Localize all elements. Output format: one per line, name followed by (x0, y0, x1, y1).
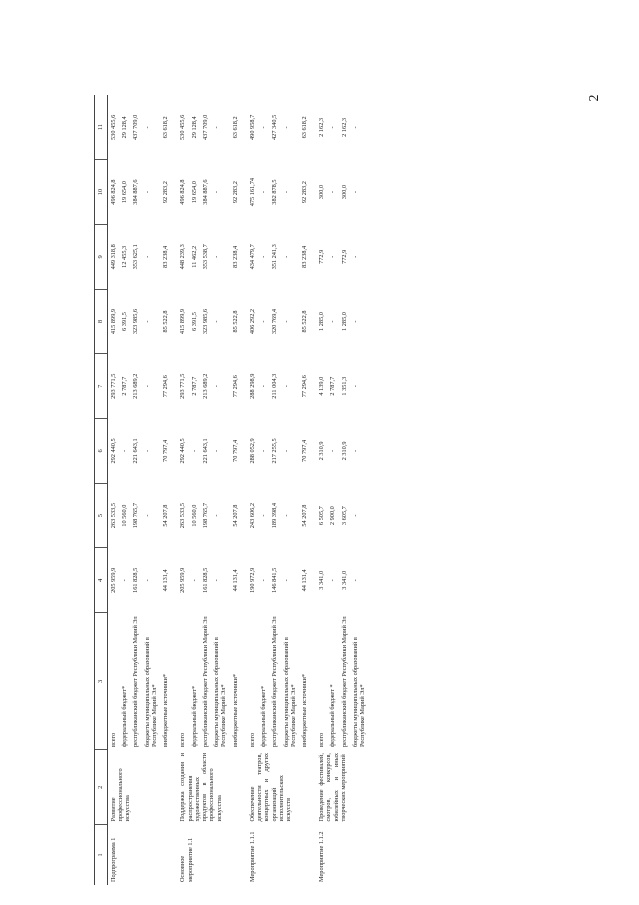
funding-source: внебюджетные источники* (231, 673, 239, 747)
amount-cell: 243 606,2 (248, 503, 256, 529)
amount-cell: 44 131,4 (231, 569, 239, 592)
amount-cell: - (329, 126, 337, 129)
amount-cell: 384 887,6 (201, 179, 209, 205)
amount-cell: - (213, 191, 221, 194)
amount-cell: 382 878,5 (271, 179, 279, 205)
amount-cell: 351 241,3 (271, 244, 279, 270)
amount-cell: 10 560,0 (190, 504, 198, 527)
amount-cell: 70 797,4 (231, 439, 239, 462)
amount-cell: - (282, 191, 290, 194)
amount-cell: - (351, 449, 359, 452)
amount-cell: 54 207,8 (231, 504, 239, 527)
amount-cell: 293 771,5 (110, 373, 117, 399)
amount-cell: 772,9 (318, 249, 326, 264)
amount-cell: 2 787,7 (190, 376, 198, 396)
amount-cell: - (143, 385, 151, 388)
funding-source: республиканский бюджет Республики Марий Эл (340, 616, 348, 747)
amount-cell: - (282, 579, 290, 582)
amount-cell: 3 341,0 (318, 570, 326, 590)
amount-cell: - (190, 449, 198, 452)
amount-cell: - (190, 579, 198, 582)
amount-cell: 353 625,1 (132, 244, 140, 270)
amount-cell: 300,0 (318, 185, 326, 200)
amount-cell: 437 709,0 (132, 114, 140, 140)
amount-cell: - (121, 579, 129, 582)
funding-source: внебюджетные источники* (162, 673, 170, 747)
amount-cell: - (213, 579, 221, 582)
amount-cell: 496 824,8 (179, 179, 187, 205)
amount-cell: - (213, 320, 221, 323)
amount-cell: 190 972,9 (248, 567, 256, 593)
amount-cell: 323 985,6 (201, 308, 209, 335)
amount-cell: - (143, 579, 151, 582)
amount-cell: 221 643,1 (132, 438, 140, 464)
amount-cell: 29 128,4 (190, 116, 198, 139)
amount-cell: - (143, 449, 151, 452)
column-header: 8 (95, 289, 108, 354)
amount-cell: 475 161,74 (248, 177, 256, 207)
amount-cell: 6 505,7 (318, 506, 326, 526)
amount-cell: - (260, 385, 268, 388)
amount-cell: 415 899,9 (179, 308, 187, 335)
amount-cell: - (351, 320, 359, 323)
amount-cell: 490 958,7 (248, 114, 256, 140)
amount-cell: 772,9 (340, 249, 348, 264)
amount-cell: 263 533,5 (110, 503, 117, 529)
amount-cell: 2 162,3 (340, 117, 348, 137)
table-body (108, 95, 369, 885)
funding-source: всего (248, 732, 256, 747)
amount-cell: 19 654,0 (190, 181, 198, 204)
amount-cell: 213 689,2 (132, 373, 140, 399)
amount-cell: - (282, 514, 290, 517)
funding-source: бюджеты муниципальных образований в Республике Марий Эл* (143, 637, 158, 747)
amount-cell: - (213, 126, 221, 129)
amount-cell: 211 004,3 (271, 373, 279, 399)
amount-cell: - (282, 449, 290, 452)
funding-source: внебюджетные источники* (300, 673, 308, 747)
funding-source: бюджеты муниципальных образований в Республике Марий Эл* (213, 637, 228, 747)
amount-cell: 2 900,0 (329, 506, 337, 526)
amount-cell: 198 765,7 (132, 503, 140, 529)
funding-source: федеральный бюджет * (329, 684, 337, 747)
program-code: Мероприятие 1.1.2 (318, 831, 326, 882)
funding-source: республиканский бюджет Республики Марий Эл (132, 616, 140, 747)
amount-cell: 83 238,4 (162, 245, 170, 268)
amount-cell: - (143, 126, 151, 129)
amount-cell: 288 052,9 (248, 438, 256, 464)
amount-cell: 70 797,4 (162, 439, 170, 462)
amount-cell: 437 709,0 (201, 114, 209, 140)
amount-cell: 449 318,8 (110, 244, 117, 270)
column-header: 6 (95, 419, 108, 484)
amount-cell: - (260, 126, 268, 129)
amount-cell: 2 787,7 (329, 376, 337, 396)
amount-cell: - (351, 385, 359, 388)
amount-cell: 54 207,8 (162, 504, 170, 527)
amount-cell: - (143, 255, 151, 258)
program-name: Развитие профессионального искусства (110, 768, 132, 822)
amount-cell: 300,0 (340, 185, 348, 200)
amount-cell: 44 131,4 (162, 569, 170, 592)
amount-cell: 406 292,2 (248, 308, 256, 335)
amount-cell: - (282, 320, 290, 323)
amount-cell: 530 455,6 (179, 114, 187, 140)
amount-cell: 12 455,3 (121, 245, 129, 268)
amount-cell: - (282, 126, 290, 129)
amount-cell: 63 618,2 (162, 116, 170, 139)
amount-cell: 63 618,2 (300, 116, 308, 139)
amount-cell: 85 522,8 (300, 310, 308, 333)
funding-source: республиканский бюджет Республики Марий Эл (271, 616, 279, 747)
amount-cell: 3 341,0 (340, 570, 348, 590)
amount-cell: 434 479,7 (248, 244, 256, 270)
amount-cell: - (143, 191, 151, 194)
amount-cell: 530 455,6 (110, 114, 117, 140)
amount-cell: 83 238,4 (300, 245, 308, 268)
amount-cell: 92 283,2 (162, 181, 170, 204)
funding-source: федеральный бюджет* (260, 685, 268, 747)
amount-cell: 2 310,9 (340, 441, 348, 461)
program-code: Основное мероприятие 1.1 (179, 837, 194, 882)
amount-cell: 54 207,8 (300, 504, 308, 527)
amount-cell: 3 605,7 (340, 506, 348, 526)
amount-cell: 6 391,5 (121, 312, 129, 331)
column-header: 3 (95, 613, 108, 750)
amount-cell: 189 398,4 (271, 503, 279, 529)
amount-cell: 161 828,5 (132, 567, 140, 593)
column-header: 1 (95, 824, 108, 885)
funding-source: всего (179, 732, 187, 747)
amount-cell: - (213, 449, 221, 452)
funding-source: бюджеты муниципальных образований в Республике Марий Эл* (351, 637, 367, 747)
amount-cell: 92 283,2 (300, 181, 308, 204)
funding-source: всего (110, 732, 117, 747)
amount-cell: 70 797,4 (300, 439, 308, 462)
amount-cell: - (260, 514, 268, 517)
program-name: Проведение фестивалей, смотров, конкурсов, юбилейных и иных творческих мероприятий (318, 753, 347, 822)
column-header: 9 (95, 224, 108, 289)
amount-cell: 1 285,0 (340, 312, 348, 331)
amount-cell: - (329, 449, 337, 452)
amount-cell: 496 824,8 (110, 179, 117, 205)
amount-cell: - (329, 191, 337, 194)
amount-cell: 77 294,6 (162, 375, 170, 398)
amount-cell: 448 239,3 (179, 244, 187, 270)
amount-cell: 19 654,0 (121, 181, 129, 204)
header-row (95, 95, 108, 885)
amount-cell: - (329, 255, 337, 258)
budget-table (94, 95, 368, 885)
amount-cell: 292 440,5 (179, 438, 187, 464)
amount-cell: - (282, 255, 290, 258)
amount-cell: 288 298,9 (248, 373, 256, 399)
amount-cell: 221 643,1 (201, 438, 209, 464)
amount-cell: 415 899,9 (110, 308, 117, 335)
program-name: Обеспечение деятельности театров, концертных и других организаций исполнительских искусств (248, 753, 292, 822)
column-header: 5 (95, 483, 108, 548)
amount-cell: 83 238,4 (231, 245, 239, 268)
amount-cell: 2 162,3 (318, 117, 326, 137)
program-code: Мероприятие 1.1.1 (248, 831, 256, 882)
funding-source: федеральный бюджет* (121, 685, 129, 747)
rotated-table-container (94, 95, 539, 885)
amount-cell: 323 985,6 (132, 308, 140, 335)
amount-cell: - (121, 449, 129, 452)
amount-cell: - (213, 255, 221, 258)
amount-cell: 353 538,7 (201, 244, 209, 270)
table-row (171, 95, 188, 885)
amount-cell: 77 294,6 (231, 375, 239, 398)
amount-cell: 1 351,3 (340, 376, 348, 396)
column-header: 10 (95, 160, 108, 225)
amount-cell: - (260, 191, 268, 194)
amount-cell: - (329, 579, 337, 582)
amount-cell: 427 340,5 (271, 114, 279, 140)
amount-cell: - (260, 255, 268, 258)
amount-cell: 384 887,6 (132, 179, 140, 205)
amount-cell: 85 522,8 (231, 310, 239, 333)
amount-cell: 85 522,8 (162, 310, 170, 333)
funding-source: бюджеты муниципальных образований в Республике Марий Эл* (282, 637, 297, 747)
amount-cell: - (143, 320, 151, 323)
amount-cell: - (351, 255, 359, 258)
amount-cell: 205 959,9 (179, 567, 187, 593)
amount-cell: 293 771,5 (179, 373, 187, 399)
funding-source: всего (318, 732, 326, 747)
column-header: 2 (95, 750, 108, 824)
amount-cell: 10 560,0 (121, 504, 129, 527)
amount-cell: - (213, 385, 221, 388)
amount-cell: 92 283,2 (231, 181, 239, 204)
column-header: 11 (95, 95, 108, 160)
amount-cell: - (351, 126, 359, 129)
amount-cell: 320 769,4 (271, 308, 279, 335)
funding-source: федеральный бюджет* (190, 685, 198, 747)
amount-cell: 4 139,0 (318, 376, 326, 396)
amount-cell: - (260, 579, 268, 582)
program-code: Подпрограмма 1 (110, 837, 117, 882)
amount-cell: - (351, 514, 359, 517)
amount-cell: 77 294,6 (300, 375, 308, 398)
amount-cell: 63 618,2 (231, 116, 239, 139)
amount-cell: 292 440,5 (110, 438, 117, 464)
amount-cell: 198 765,7 (201, 503, 209, 529)
amount-cell: 6 391,5 (190, 312, 198, 331)
amount-cell: - (213, 514, 221, 517)
amount-cell: 217 255,5 (271, 438, 279, 464)
table-row (241, 95, 258, 885)
amount-cell: 2 787,7 (121, 376, 129, 396)
amount-cell: - (351, 579, 359, 582)
amount-cell: 11 462,2 (190, 245, 198, 268)
table-row (310, 95, 327, 885)
column-header: 4 (95, 548, 108, 613)
amount-cell: - (351, 191, 359, 194)
program-name: Поддержка создания и распространения художественных продуктов в области профессионального искусства (179, 753, 223, 822)
page-number: 2 (587, 94, 602, 102)
amount-cell: - (282, 385, 290, 388)
column-header: 7 (95, 354, 108, 419)
amount-cell: - (143, 514, 151, 517)
amount-cell: - (260, 449, 268, 452)
amount-cell: 146 841,5 (271, 567, 279, 593)
amount-cell: 2 310,9 (318, 441, 326, 461)
amount-cell: 161 828,5 (201, 567, 209, 593)
amount-cell: 1 285,0 (318, 312, 326, 331)
amount-cell: 213 689,2 (201, 373, 209, 399)
amount-cell: 29 128,4 (121, 116, 129, 139)
funding-source: республиканский бюджет Республики Марий Эл (201, 616, 209, 747)
amount-cell: - (260, 320, 268, 323)
amount-cell: 205 959,9 (110, 567, 117, 593)
amount-cell: 263 533,5 (179, 503, 187, 529)
amount-cell: 44 131,4 (300, 569, 308, 592)
amount-cell: - (329, 320, 337, 323)
table-row (108, 95, 120, 885)
